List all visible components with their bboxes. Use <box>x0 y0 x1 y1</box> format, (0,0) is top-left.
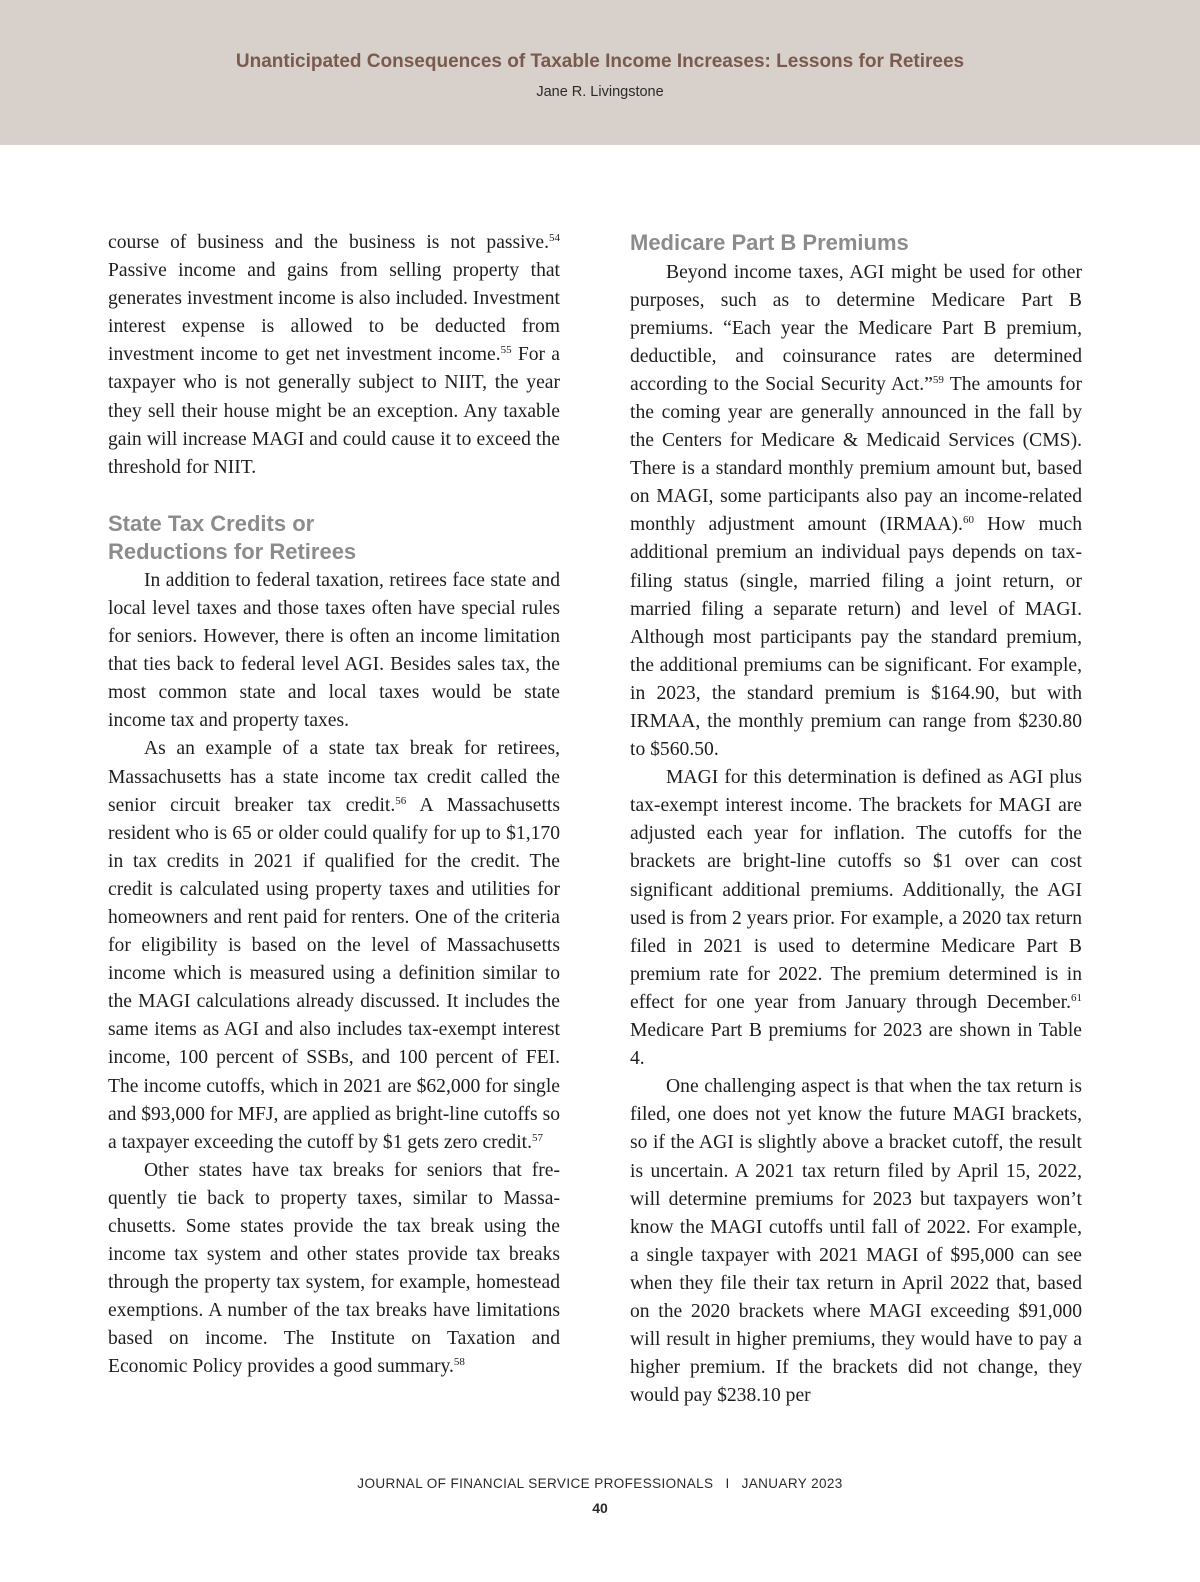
footer-separator: I <box>725 1476 730 1491</box>
left-column <box>108 229 560 1382</box>
paragraph: In addition to federal taxation, retirees face state and local level taxes and those taxes often have special rules for seniors. However, there is often an income limitation that ties back to federal level AGI. Besides sales tax, the most common state and local taxes would be state income tax and property taxes. <box>108 569 560 732</box>
footnote-ref: 58 <box>453 1356 465 1369</box>
section-heading: Medicare Part B Premiums <box>630 230 909 255</box>
footnote-ref: 59 <box>932 373 944 386</box>
journal-footer <box>0 1476 1200 1491</box>
paragraph: Beyond income taxes, AGI might be used for other purposes, such as to determine Medicare Part B premiums. “Each year the Medicare Part B premium, deductible, and coinsurance rates are determined according to the Social Security Act.”$^{59}$ The amounts for the coming year are generally announced in the fall by the Centers for Medicare & Medicaid Services (CMS). There is a standard monthly premium amount but, based on MAGI, some participants also pay an income-related monthly adjustment amount (IRMAA).$^{60}$ How much additional premium an individual pays depends on tax-filing status (single, married filing a joint return, or married filing a separate return) and level of MAGI. Although most participants pay the standard premium, the additional premiums can be significant. For example, in 2023, the standard premium is $164.90, but with IRMAA, the monthly premium can range from $230.80 to $560.50. <box>630 261 1082 761</box>
journal-name: JOURNAL OF FINANCIAL SERVICE PROFESSIONALS <box>357 1476 714 1491</box>
paragraph: MAGI for this determination is defined as AGI plus tax-exempt interest income. The brackets for MAGI are adjusted each year for inflation. The cutoffs for the brackets are bright-line cutoffs so $1 over can cost significant additional premiums. Additionally, the AGI used is from 2 years prior. For example, a 2020 tax return filed in 2021 is used to determine Medicare Part B premium rate for 2022. The premium determined is in effect for one year from January through December.$^{61}$ Medicare Part B premiums for 2023 are shown in Table 4. <box>630 767 1082 1070</box>
paragraph: As an example of a state tax break for retirees, Massachusetts has a state income tax credit called the senior circuit breaker tax credit.$^{56}$ A Massachusetts resident who is 65 or older could qualify for up to $1,170 in tax credits in 2021 if qualified for the credit. The credit is calculated using property taxes and utilities for homeowners and rent paid for renters. One of the criteria for eligibility is based on the level of Massachusetts income which is measured using a definition similar to the MAGI calculations already discussed. It includes the same items as AGI and also includes tax-exempt interest income, 100 percent of SSBs, and 100 percent of FEI. The income cutoffs, which in 2021 are $62,000 for single and $93,000 for MFJ, are applied as bright-line cutoffs so a taxpayer exceeding the cutoff by $1 gets zero credit.$^{57}$ <box>108 738 560 1153</box>
right-column <box>630 229 1082 1410</box>
footnote-ref: 55 <box>500 344 512 357</box>
paragraph: Other states have tax breaks for seniors that frequently tie back to property taxes, similar to Massachusetts. Some states provide the tax break using the income tax system and other states provide tax breaks through the property tax system, for example, homestead exemptions. A number of the tax breaks have limitations based on income. The Institute on Taxation and Economic Policy provides a good summary.$^{58}$ <box>108 1159 560 1378</box>
paragraph: One challenging aspect is that when the tax return is filed, one does not yet know the future MAGI brackets, so if the AGI is slightly above a bracket cutoff, the result is uncertain. A 2021 tax return filed by April 15, 2022, will determine premiums for 2023 but taxpayers won’t know the MAGI cutoffs until fall of 2022. For example, a single taxpayer with 2021 MAGI of $95,000 can see when they file their tax return in April 2022 that, based on the 2020 brackets where MAGI exceeding $91,000 will result in higher premiums, they would have to pay a higher premium. If the brackets did not change, they would pay $238.10 per <box>630 1076 1082 1407</box>
footnote-ref: 60 <box>962 514 974 527</box>
footnote-ref: 57 <box>531 1131 543 1144</box>
footnote-ref: 54 <box>549 232 560 244</box>
issue-date: JANUARY 2023 <box>741 1476 843 1491</box>
section-heading: State Tax Credits or Reductions for Retirees <box>108 510 357 565</box>
running-author: Jane R. Livingstone <box>536 84 664 100</box>
running-title: Unanticipated Consequences of Taxable Income Increases: Lessons for Retirees <box>235 51 965 72</box>
paragraph: course of business and the business is not passive.$^{54}$ Passive income and gains from selling property that generates investment income is also included. Investment interest expense is allowed to be deducted from investment income to get net investment income.$^{55}$ For a taxpayer who is not generally subject to NIIT, the year they sell their house might be an exception. Any taxable gain will increase MAGI and could cause it to exceed the threshold for NIIT. <box>108 232 560 478</box>
footnote-ref: 56 <box>395 794 407 807</box>
page-number: 40 <box>592 1500 608 1516</box>
footnote-ref: 61 <box>1071 991 1082 1004</box>
